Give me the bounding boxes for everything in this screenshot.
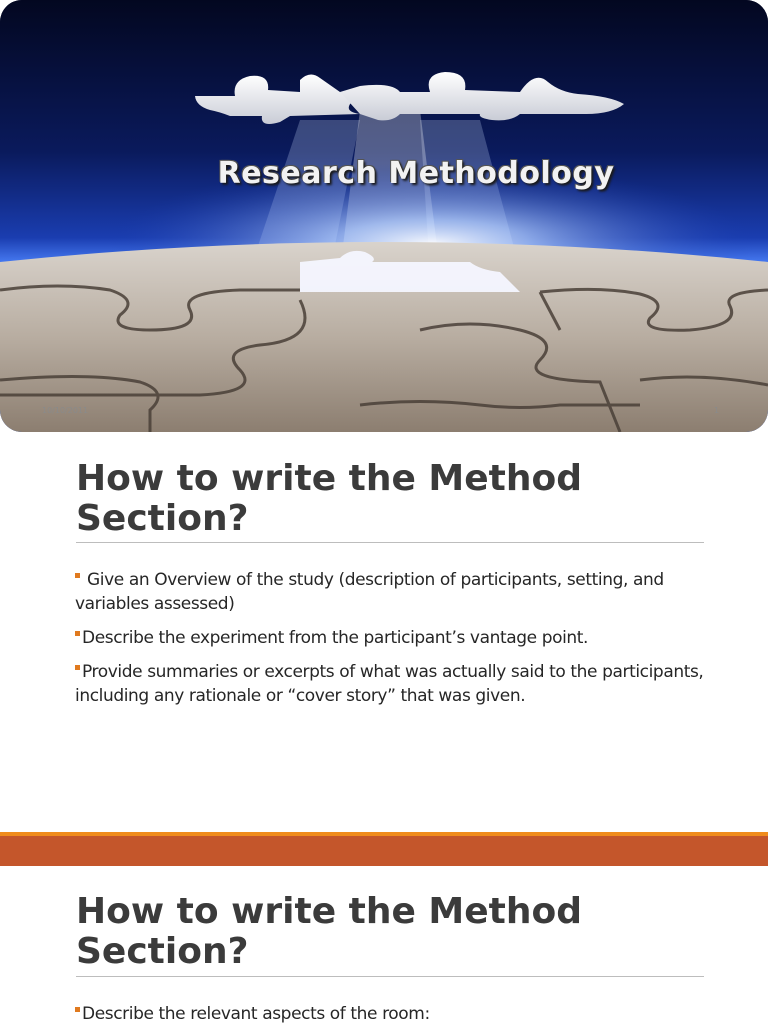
slide-title: Research Methodology <box>217 156 615 191</box>
heading-divider <box>76 542 704 543</box>
slide-date: 10/10/2011 <box>42 406 89 415</box>
list-item <box>75 626 705 650</box>
slide-number: 1 <box>714 406 720 415</box>
slide-heading: How to write the Method Section? <box>76 891 583 972</box>
bullet-list <box>75 1002 705 1024</box>
slide-separator-band <box>0 836 768 866</box>
bullet-text: Describe the experiment from the participant’s vantage point. <box>82 628 589 648</box>
puzzle-illustration <box>0 0 768 432</box>
bullet-text: Describe the relevant aspects of the room: <box>82 1004 430 1024</box>
list-item <box>75 660 705 708</box>
bullet-text: Give an Overview of the study (description of participants, setting, and variables assessed) <box>75 570 664 614</box>
square-bullet-icon <box>75 573 80 578</box>
bullet-text: Provide summaries or excerpts of what was actually said to the participants, including any rationale or “cover story” that was given. <box>75 662 704 706</box>
heading-divider <box>76 976 704 977</box>
title-slide <box>0 0 768 432</box>
square-bullet-icon <box>75 665 80 670</box>
list-item <box>75 1002 705 1024</box>
square-bullet-icon <box>75 1007 80 1012</box>
bullet-list <box>75 568 705 718</box>
square-bullet-icon <box>75 631 80 636</box>
method-slide-2 <box>0 866 768 1024</box>
method-slide-1 <box>0 432 768 832</box>
slide-heading: How to write the Method Section? <box>76 458 583 539</box>
list-item <box>75 568 705 616</box>
